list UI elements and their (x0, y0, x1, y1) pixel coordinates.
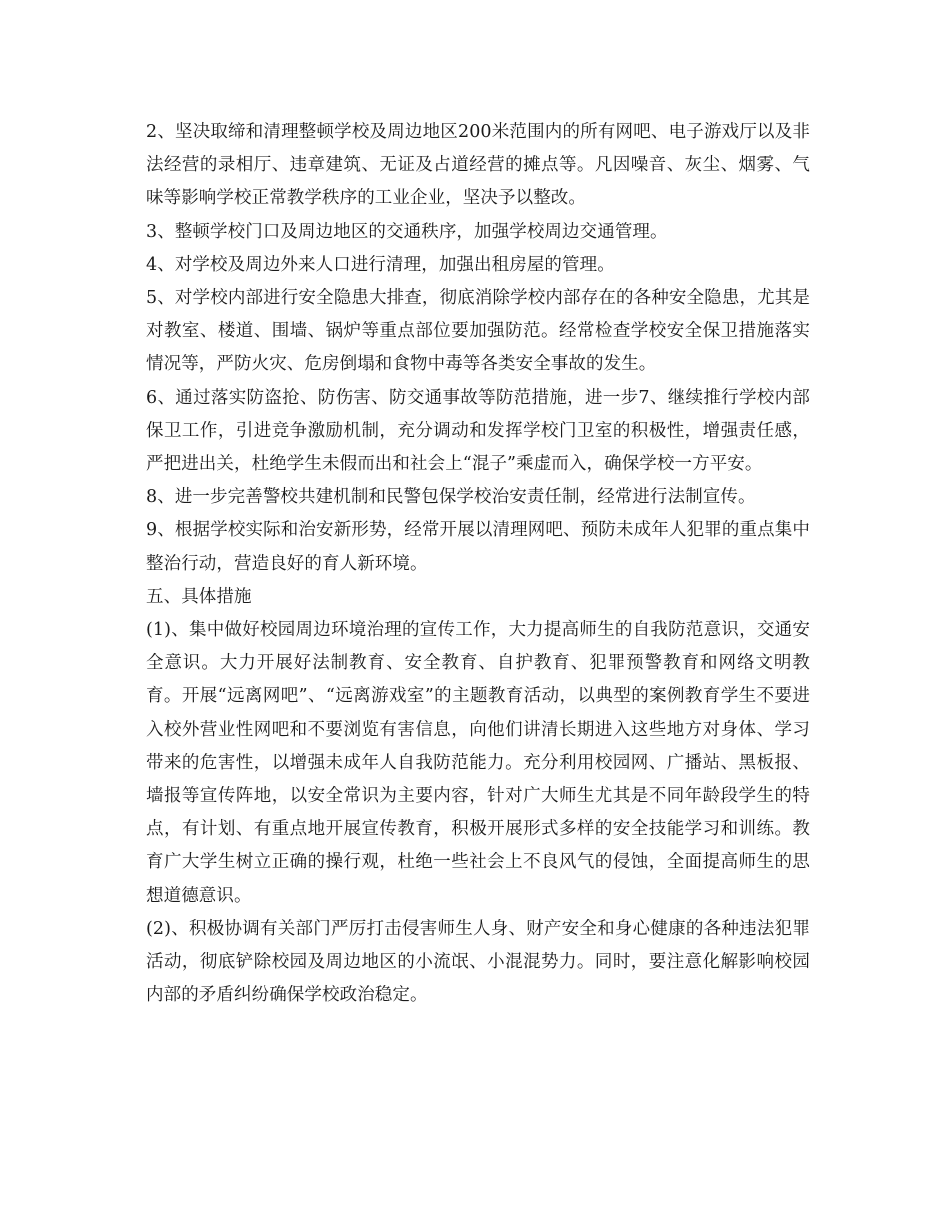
paragraph-measure-1: (1)、集中做好校园周边环境治理的宣传工作，大力提高师生的自我防范意识，交通安全意识。大力开展好法制教育、安全教育、自护教育、犯罪预警教育和网络文明教育。开展“远离网吧”、“远离游戏室”的主题教育活动，以典型的案例教育学生不要进入校外营业性网吧和不要浏览有害信息，向他们讲清长期进入这些地方对身体、学习带来的危害性，以增强未成年人自我防范能力。充分利用校园网、广播站、黑板报、墙报等宣传阵地，以安全常识为主要内容，针对广大师生尤其是不同年龄段学生的特点，有计划、有重点地开展宣传教育，积极开展形式多样的安全技能学习和训练。教育广大学生树立正确的操行观，杜绝一些社会上不良风气的侵蚀，全面提高师生的思想道德意识。 (146, 620, 810, 906)
paragraph-item-5: 5、对学校内部进行安全隐患大排查，彻底消除学校内部存在的各种安全隐患，尤其是对教室、楼道、围墙、锅炉等重点部位要加强防范。经常检查学校安全保卫措施落实情况等，严防火灾、危房倒塌和食物中毒等各类安全事故的发生。 (146, 288, 810, 375)
paragraph-item-6-7: 6、通过落实防盗抢、防伤害、防交通事故等防范措施，进一步7、继续推行学校内部保卫工作，引进竞争激励机制，充分调动和发挥学校门卫室的积极性，增强责任感，严把进出关，杜绝学生未假而出和社会上“混子”乘虚而入，确保学校一方平安。 (146, 387, 810, 475)
section-heading-measures: 五、具体措施 (146, 586, 252, 607)
paragraph-item-8: 8、进一步完善警校共建机制和民警包保学校治安责任制，经常进行法制宣传。 (146, 487, 756, 508)
paragraph-item-4: 4、对学校及周边外来人口进行清理，加强出租房屋的管理。 (146, 254, 615, 275)
paragraph-item-3: 3、整顿学校门口及周边地区的交通秩序，加强学校周边交通管理。 (146, 221, 668, 242)
paragraph-item-9: 9、根据学校实际和治安新形势，经常开展以清理网吧、预防未成年人犯罪的重点集中整治行动，营造良好的育人新环境。 (146, 520, 810, 574)
document-body (146, 116, 810, 1012)
paragraph-measure-2: (2)、积极协调有关部门严厉打击侵害师生人身、财产安全和身心健康的各种违法犯罪活动，彻底铲除校园及周边地区的小流氓、小混混势力。同时，要注意化解影响校园内部的矛盾纠纷确保学校政治稳定。 (146, 918, 810, 1006)
paragraph-item-2: 2、坚决取缔和清理整顿学校及周边地区200米范围内的所有网吧、电子游戏厅以及非法经营的录相厅、违章建筑、无证及占道经营的摊点等。凡因噪音、灰尘、烟雾、气味等影响学校正常教学秩序的工业企业，坚决予以整改。 (146, 122, 810, 209)
